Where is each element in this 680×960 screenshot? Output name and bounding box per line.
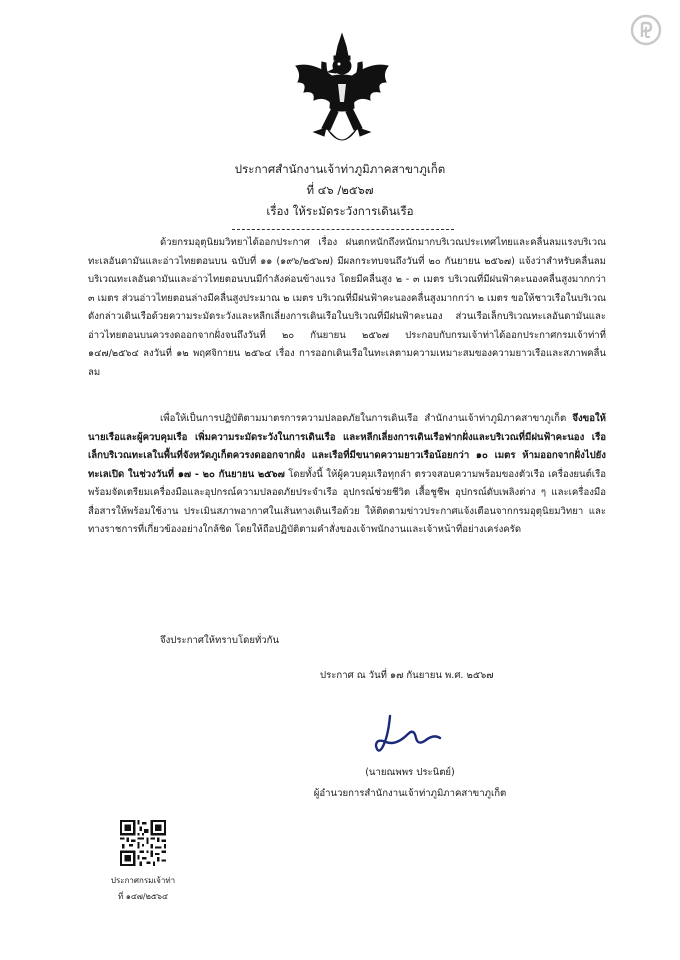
announcement-subject: เรื่อง ให้ระมัดระวังการเดินเรือ [266,204,414,218]
instructions-details: โดยทั้งนี้ ให้ผู้ควบคุมเรือทุกลำ ตรวจสอบความพร้อมของตัวเรือ เครื่องยนต์เรือ พร้อมจัดเตรียมเครื่องมือและอุปกรณ์ความปลอดภัยประจำเรือ อุปกรณ์ช่วยชีวิต เสื้อชูชีพ อุปกรณ์ดับเพลิงต่าง ๆ และเครื่องมือสื่อสารให้พร้อมใช้งาน ประเมินสภาพอากาศในเส้นทางเดินเรือด้วย ให้ติดตามข่าวประกาศแจ้งเตือนจากกรมอุตุนิยมวิทยา และทางราชการที่เกี่ยวข้องอย่างใกล้ชิด โดยให้ถือปฏิบัติตามคำสั่งของเจ้าพนักงานและเจ้าหน้าที่อย่างเคร่งครัด [88,468,606,535]
signer-name: (นายณพพร ประนิตย์) [365,767,455,778]
qr-caption-title: ประกาศกรมเจ้าท่า [110,876,176,885]
qr-code-icon [120,820,166,866]
paragraph-instructions [88,410,606,540]
announcement-number: ที่ ๔๖ /๒๕๖๗ [306,183,374,197]
paragraph-background: ด้วยกรมอุตุนิยมวิทยาได้ออกประกาศ เรื่อง ฝนตกหนักถึงหนักมากบริเวณประเทศไทยและคลื่นลมแรงบริเวณทะเลอันดามันและอ่าวไทยตอนบน ฉบับที่ ๑๑ (๑๙๖/๒๕๖๗) มีผลกระทบจนถึงวันที่ ๒๐ กันยายน ๒๕๖๗) แจ้งว่าสำหรับคลื่นลมบริเวณทะเลอันดามันและอ่าวไทยตอนบนมีกำลังค่อนข้างแรง โดยมีคลื่นสูง ๒ - ๓ เมตร บริเวณที่มีฝนฟ้าคะนองคลื่นสูงมากกว่า ๓ เมตร ส่วนอ่าวไทยตอนล่างมีคลื่นสูงประมาณ ๒ เมตร บริเวณที่มีฝนฟ้าคะนองคลื่นสูงมากกว่า ๒ เมตร ขอให้ชาวเรือในบริเวณดังกล่าวเดินเรือด้วยความระมัดระวังและหลีกเลี่ยงการเดินเรือในบริเวณที่มีฝนฟ้าคะนอง ส่วนเรือเล็กบริเวณทะเลอันดามันและอ่าวไทยตอนบนควรงดออกจากฝั่งจนถึงวันที่ ๒๐ กันยายน ๒๕๖๗ ประกอบกับกรมเจ้าท่าได้ออกประกาศกรมเจ้าท่าที่ ๑๔๗/๒๕๖๔ ลงวันที่ ๑๒ พฤศจิกายน ๒๕๖๔ เรื่อง การออกเดินเรือในทะเลตามความเหมาะสมของความยาวเรือและสภาพคลื่นลม [88,237,606,378]
signer-position: ผู้อำนวยการสำนักงานเจ้าท่าภูมิภาคสาขาภูเก็ต [313,788,507,799]
garuda-emblem-icon [292,32,392,150]
announcement-date: ประกาศ ณ วันที่ ๑๗ กันยายน พ.ศ. ๒๕๖๗ [320,670,494,681]
signature-image [368,708,448,758]
title-divider [232,229,454,230]
paragraph-closing: จึงประกาศให้ทราบโดยทั่วกัน [160,635,280,646]
announcement-title: ประกาศสำนักงานเจ้าท่าภูมิภาคสาขาภูเก็ต [234,162,446,176]
instructions-emphasis: จึงขอให้นายเรือและผู้ควบคุมเรือ เพิ่มความระมัดระวังในการเดินเรือ และหลีกเลี่ยงการเดินเรือฟากฝั่งและบริเวณที่มีฝนฟ้าคะนอง เรือเล็กบริเวณทะเลในพื้นที่จังหวัดภูเก็ตควรงดออกจากฝั่ง และเรือที่มีขนาดความยาวเรือน้อยกว่า ๑๐ เมตร ห้ามออกจากฝั่งไปยังทะเลเปิด ในช่วงวันที่ ๑๗ - ๒๐ กันยายน ๒๕๖๗ [88,413,606,480]
watermark-logo-icon [630,14,662,46]
instructions-intro: เพื่อให้เป็นการปฏิบัติตามมาตรการความปลอดภัยในการเดินเรือ สำนักงานเจ้าท่าภูมิภาคสาขาภูเก็ต [160,413,573,424]
qr-caption-number: ที่ ๑๔๗/๒๕๖๔ [117,892,169,901]
